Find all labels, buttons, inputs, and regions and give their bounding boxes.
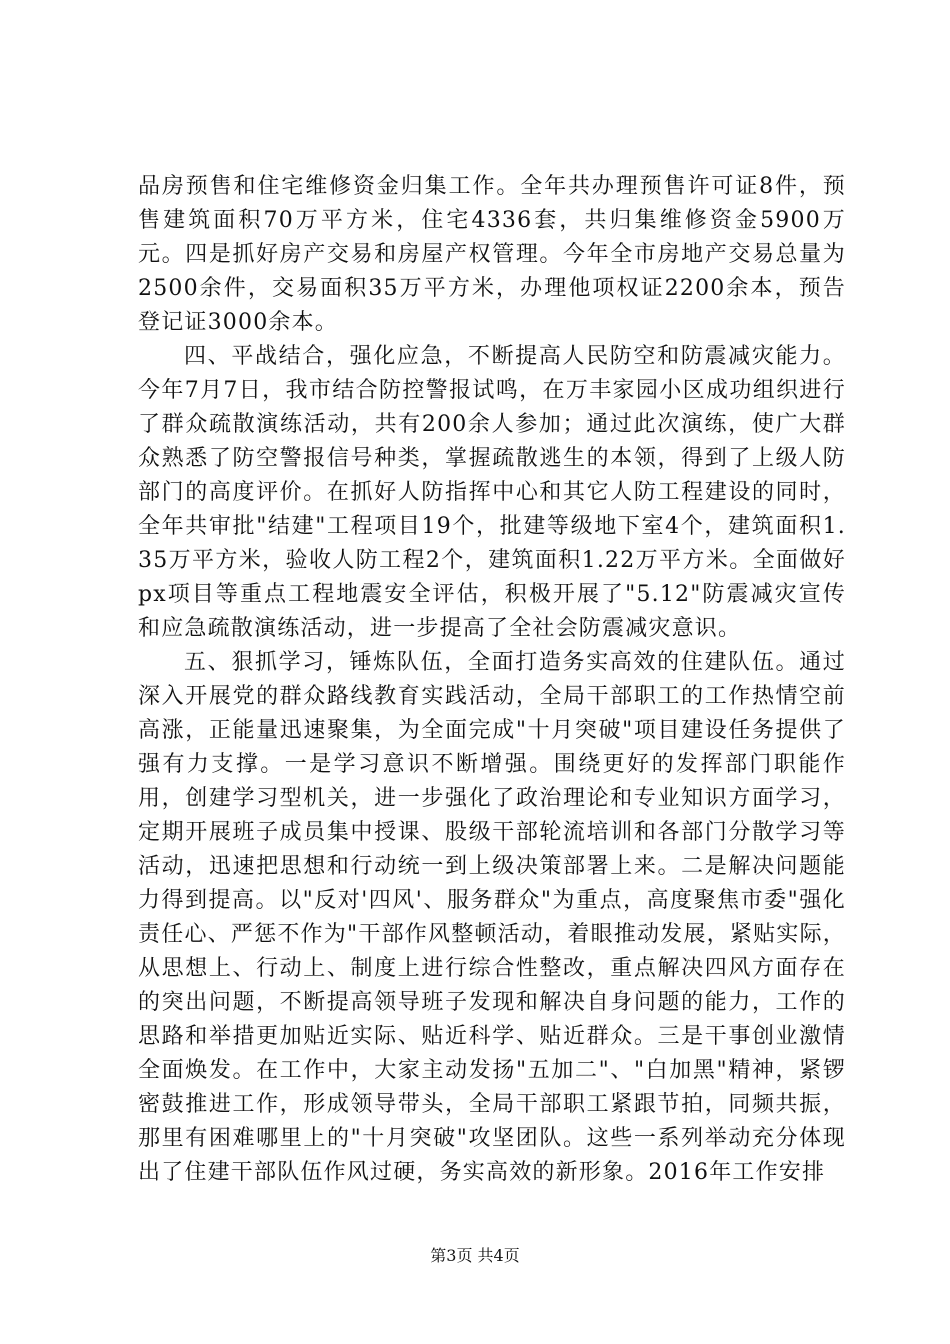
page-footer [0, 1245, 950, 1267]
page-number-label: 第3页 共4页 [430, 1246, 520, 1265]
paragraph-team-building: 五、狠抓学习，锤炼队伍，全面打造务实高效的住建队伍。通过深入开展党的群众路线教育实践活动，全局干部职工的工作热情空前高涨，正能量迅速聚集，为全面完成"十月突破"项目建设任务提供了强有力支撑。一是学习意识不断增强。围绕更好的发挥部门职能作用，创建学习型机关，进一步强化了政治理论和专业知识方面学习，定期开展班子成员集中授课、股级干部轮流培训和各部门分散学习等活动，迅速把思想和行动统一到上级决策部署上来。二是解决问题能力得到提高。以"反对'四风'、服务群众"为重点，高度聚焦市委"强化责任心、严惩不作为"干部作风整顿活动，着眼推动发展，紧贴实际，从思想上、行动上、制度上进行综合性整改，重点解决四风方面存在的突出问题，不断提高领导班子发现和解决自身问题的能力，工作的思路和举措更加贴近实际、贴近科学、贴近群众。三是干事创业激情全面焕发。在工作中，大家主动发扬"五加二"、"白加黑"精神，紧锣密鼓推进工作，形成领导带头，全局干部职工紧跟节拍，同频共振，那里有困难哪里上的"十月突破"攻坚团队。这些一系列举动充分体现出了住建干部队伍作风过硬，务实高效的新形象。2016年工作安排 [138, 650, 846, 1185]
paragraph-continuation: 品房预售和住宅维修资金归集工作。全年共办理预售许可证8件，预售建筑面积70万平方米，住宅4336套，共归集维修资金5900万元。四是抓好房产交易和房屋产权管理。今年全市房地产交易总量为2500余件，交易面积35万平方米，办理他项权证2200余本，预告登记证3000余本。 [138, 174, 846, 335]
document-body [138, 170, 846, 1190]
paragraph-civil-defense: 四、平战结合，强化应急，不断提高人民防空和防震减灾能力。今年7月7日，我市结合防控警报试鸣，在万丰家园小区成功组织进行了群众疏散演练活动，共有200余人参加；通过此次演练，使广大群众熟悉了防空警报信号种类，掌握疏散逃生的本领，得到了上级人防部门的高度评价。在抓好人防指挥中心和其它人防工程建设的同时，全年共审批"结建"工程项目19个，批建等级地下室4个，建筑面积1.35万平方米，验收人防工程2个，建筑面积1.22万平方米。全面做好px项目等重点工程地震安全评估，积极开展了"5.12"防震减灾宣传和应急疏散演练活动，进一步提高了全社会防震减灾意识。 [138, 344, 846, 641]
